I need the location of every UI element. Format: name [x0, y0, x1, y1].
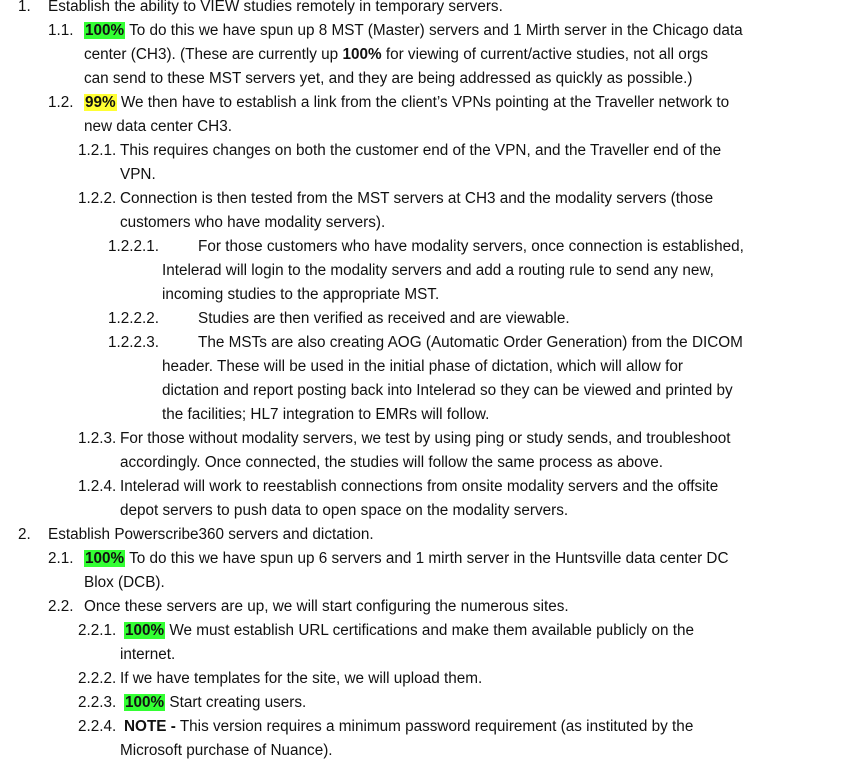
outline-line — [0, 139, 847, 163]
outline-line — [0, 691, 847, 715]
outline-line — [0, 19, 847, 43]
outline-number: 2.1. — [48, 550, 74, 567]
outline-line — [0, 307, 847, 331]
outline-text — [120, 643, 175, 667]
outline-number: 1. — [18, 0, 31, 15]
text-run: VPN. — [120, 166, 156, 183]
text-run: To do this we have spun up 8 MST (Master) servers and 1 Mirth server in the Chicago data — [125, 22, 743, 39]
text-run: Once these servers are up, we will start configuring the numerous sites. — [84, 598, 569, 615]
outline-line — [0, 187, 847, 211]
text-run: Connection is then tested from the MST servers at CH3 and the modality servers (those — [120, 190, 714, 207]
outline-line — [0, 0, 847, 19]
text-run: For those without modality servers, we test by using ping or study sends, and troubleshoot — [120, 430, 731, 447]
outline-text — [162, 283, 439, 307]
outline-text — [124, 691, 306, 715]
outline-text — [84, 547, 729, 571]
outline-text — [162, 355, 683, 379]
outline-line — [0, 211, 847, 235]
text-run: Start creating users. — [165, 694, 307, 711]
outline-text — [120, 499, 568, 523]
outline-line — [0, 715, 847, 739]
outline-line — [0, 619, 847, 643]
outline-line — [0, 523, 847, 547]
outline-line — [0, 379, 847, 403]
outline-number: 2.2.2. — [78, 670, 117, 687]
outline-line — [0, 667, 847, 691]
outline-text — [124, 715, 693, 739]
text-run: the facilities; HL7 integration to EMRs will follow. — [162, 406, 490, 423]
text-run: new data center CH3. — [84, 118, 232, 135]
outline-line — [0, 43, 847, 67]
outline-line — [0, 595, 847, 619]
outline-number: 1.2.4. — [78, 478, 117, 495]
text-run: center (CH3). (These are currently up — [84, 46, 343, 63]
text-run: depot servers to push data to open space on the modality servers. — [120, 502, 569, 519]
outline-text — [84, 115, 232, 139]
outline-number: 1.2.1. — [78, 142, 117, 159]
text-run: Studies are then verified as received and are viewable. — [198, 310, 570, 327]
outline-text — [84, 595, 569, 619]
outline-number: 2. — [18, 526, 31, 543]
outline-number: 2.2.3. — [78, 694, 117, 711]
outline-line — [0, 739, 847, 763]
outline-number: 1.2.2.3. — [108, 334, 160, 351]
outline-text — [124, 619, 694, 643]
outline-text — [120, 739, 333, 763]
outline-line — [0, 283, 847, 307]
text-run: Microsoft purchase of Nuance). — [120, 742, 333, 759]
outline-text — [120, 211, 385, 235]
outline-number: 1.2.3. — [78, 430, 117, 447]
text-run: header. These will be used in the initial phase of dictation, which will allow for — [162, 358, 683, 375]
outline-text — [120, 187, 713, 211]
text-run: incoming studies to the appropriate MST. — [162, 286, 440, 303]
outline-line — [0, 331, 847, 355]
status-percent-highlight: 100% — [85, 22, 125, 39]
outline-number: 1.2.2.2. — [108, 310, 160, 327]
outline-number: 1.2. — [48, 94, 74, 111]
outline-line — [0, 451, 847, 475]
status-percent-highlight: 100% — [125, 694, 165, 711]
text-run: accordingly. Once connected, the studies will follow the same process as above. — [120, 454, 664, 471]
outline-number: 2.2.1. — [78, 622, 117, 639]
text-run: internet. — [120, 646, 176, 663]
text-run: Intelerad will work to reestablish connections from onsite modality servers and the offsite — [120, 478, 719, 495]
text-run: Blox (DCB). — [84, 574, 165, 591]
outline-text — [84, 571, 165, 595]
text-run: customers who have modality servers). — [120, 214, 386, 231]
outline-number: 1.2.2. — [78, 190, 117, 207]
text-run: can send to these MST servers yet, and they are being addressed as quickly as possible.) — [84, 70, 693, 87]
text-run: for viewing of current/active studies, not all orgs — [381, 46, 709, 63]
text-run: Establish the ability to VIEW studies remotely in temporary servers. — [48, 0, 503, 15]
outline-line — [0, 403, 847, 427]
outline-line — [0, 571, 847, 595]
status-percent-highlight: 99% — [85, 94, 116, 111]
outline-text — [84, 43, 708, 67]
outline-line — [0, 163, 847, 187]
text-run: We must establish URL certifications and make them available publicly on the — [165, 622, 694, 639]
text-run: To do this we have spun up 6 servers and 1 mirth server in the Huntsville data center DC — [125, 550, 729, 567]
outline-text — [48, 523, 374, 547]
outline-text — [120, 667, 482, 691]
outline-line — [0, 91, 847, 115]
outline-text — [198, 307, 570, 331]
outline-text — [198, 331, 743, 355]
outline-number: 2.2. — [48, 598, 74, 615]
outline-line — [0, 475, 847, 499]
text-run: The MSTs are also creating AOG (Automatic Order Generation) from the DICOM — [198, 334, 743, 351]
text-run: This requires changes on both the customer end of the VPN, and the Traveller end of the — [120, 142, 722, 159]
outline-line — [0, 259, 847, 283]
text-run: Intelerad will login to the modality servers and add a routing rule to send any new, — [162, 262, 714, 279]
outline-text — [198, 235, 744, 259]
outline-line — [0, 427, 847, 451]
outline-text — [120, 163, 156, 187]
bold-text: NOTE - — [124, 718, 176, 735]
outline-text — [120, 427, 731, 451]
outline-line — [0, 643, 847, 667]
outline-text — [162, 259, 714, 283]
outline-line — [0, 355, 847, 379]
status-percent-highlight: 100% — [85, 550, 125, 567]
outline-text — [120, 475, 718, 499]
outline-line — [0, 547, 847, 571]
text-run: This version requires a minimum password requirement (as instituted by the — [175, 718, 694, 735]
outline-line — [0, 67, 847, 91]
outline-text — [120, 139, 721, 163]
text-run: dictation and report posting back into Intelerad so they can be viewed and printed by — [162, 382, 733, 399]
text-run: If we have templates for the site, we will upload them. — [120, 670, 483, 687]
outline-text — [162, 403, 489, 427]
outline-number: 1.2.2.1. — [108, 238, 160, 255]
outline-line — [0, 115, 847, 139]
outline-line — [0, 499, 847, 523]
status-percent-highlight: 100% — [125, 622, 165, 639]
outline-text — [84, 91, 729, 115]
outline-line — [0, 235, 847, 259]
outline-text — [162, 379, 733, 403]
outline-number: 2.2.4. — [78, 718, 117, 735]
outline-text — [84, 19, 743, 43]
outline-text — [48, 0, 503, 19]
outline-number: 1.1. — [48, 22, 74, 39]
bold-text: 100% — [342, 46, 382, 63]
outline-text — [120, 451, 663, 475]
text-run: We then have to establish a link from the client’s VPNs pointing at the Traveller network to — [116, 94, 730, 111]
text-run: Establish Powerscribe360 servers and dictation. — [48, 526, 374, 543]
text-run: For those customers who have modality servers, once connection is established, — [198, 238, 744, 255]
outline-text — [84, 67, 693, 91]
